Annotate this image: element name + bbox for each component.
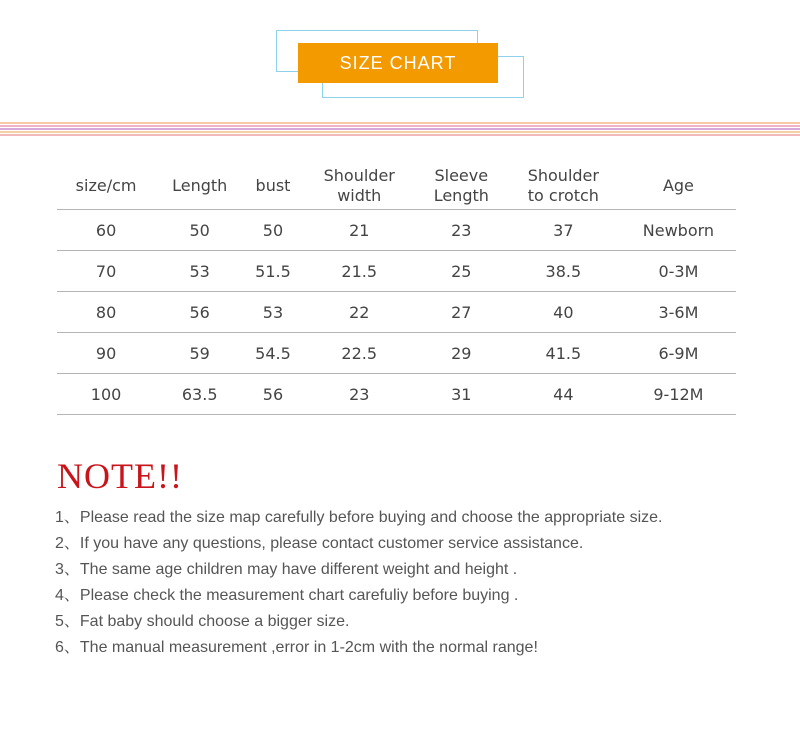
table-cell: 40 xyxy=(506,292,621,333)
table-cell: 31 xyxy=(417,374,506,415)
note-item xyxy=(55,534,775,560)
note-number: 6、 xyxy=(55,639,80,656)
size-chart-title: SIZE CHART xyxy=(298,43,498,83)
note-text: If you have any questions, please contact customer service assistance. xyxy=(79,535,584,552)
stripe-line xyxy=(0,134,800,136)
note-item xyxy=(55,560,775,586)
table-cell: Newborn xyxy=(621,210,736,251)
column-header xyxy=(417,163,506,210)
table-cell: 53 xyxy=(244,292,302,333)
table-cell: 80 xyxy=(57,292,155,333)
column-header-line: Length xyxy=(433,186,489,205)
table-row xyxy=(57,333,736,374)
table-header-row xyxy=(57,163,736,210)
stripe-line xyxy=(0,128,800,130)
table-cell: 56 xyxy=(155,292,244,333)
note-item xyxy=(55,638,775,664)
table-body xyxy=(57,210,736,415)
table-cell: 21.5 xyxy=(302,251,417,292)
note-number: 1、 xyxy=(55,509,80,526)
size-chart-title-banner xyxy=(276,30,524,98)
table-cell: 38.5 xyxy=(506,251,621,292)
note-number: 4、 xyxy=(55,587,80,604)
note-title: NOTE!! xyxy=(57,456,183,496)
column-header xyxy=(155,163,244,210)
column-header xyxy=(302,163,417,210)
size-table xyxy=(57,163,736,415)
table-cell: 56 xyxy=(244,374,302,415)
table-cell: 25 xyxy=(417,251,506,292)
table-cell: 21 xyxy=(302,210,417,251)
table-cell: 44 xyxy=(506,374,621,415)
column-header-line: Sleeve xyxy=(434,166,489,185)
table-cell: 22 xyxy=(302,292,417,333)
stripe-line xyxy=(0,125,800,127)
table-cell: 37 xyxy=(506,210,621,251)
note-item xyxy=(55,612,775,638)
column-header-line: bust xyxy=(255,176,291,195)
table-cell: 41.5 xyxy=(506,333,621,374)
table-cell: 0-3M xyxy=(621,251,736,292)
table-cell: 50 xyxy=(244,210,302,251)
note-list xyxy=(55,508,775,664)
note-text: The manual measurement ,error in 1-2cm with the normal range! xyxy=(79,639,538,656)
column-header-line: Age xyxy=(662,176,694,195)
table-row xyxy=(57,292,736,333)
table-cell: 59 xyxy=(155,333,244,374)
stripe-line xyxy=(0,131,800,133)
stripe-line xyxy=(0,122,800,124)
table-row xyxy=(57,251,736,292)
column-header xyxy=(244,163,302,210)
table-cell: 27 xyxy=(417,292,506,333)
column-header-line: Shoulder xyxy=(527,166,599,185)
table-cell: 23 xyxy=(417,210,506,251)
column-header xyxy=(57,163,155,210)
table-cell: 22.5 xyxy=(302,333,417,374)
table-cell: 50 xyxy=(155,210,244,251)
note-text: Please read the size map carefully before buying and choose the appropriate size. xyxy=(79,509,663,526)
table-cell: 54.5 xyxy=(244,333,302,374)
table-cell: 53 xyxy=(155,251,244,292)
note-item xyxy=(55,508,775,534)
note-number: 3、 xyxy=(55,561,80,578)
note-text: The same age children may have different weight and height . xyxy=(79,561,518,578)
note-item xyxy=(55,586,775,612)
column-header-line: to crotch xyxy=(527,186,599,205)
column-header-line: size/cm xyxy=(75,176,137,195)
column-header xyxy=(506,163,621,210)
table-cell: 90 xyxy=(57,333,155,374)
table-cell: 60 xyxy=(57,210,155,251)
table-cell: 29 xyxy=(417,333,506,374)
table-cell: 9-12M xyxy=(621,374,736,415)
note-text: Fat baby should choose a bigger size. xyxy=(79,613,350,630)
table-cell: 23 xyxy=(302,374,417,415)
column-header xyxy=(621,163,736,210)
table-row xyxy=(57,210,736,251)
note-text: Please check the measurement chart carefuliy before buying . xyxy=(79,587,519,604)
table-cell: 51.5 xyxy=(244,251,302,292)
table-cell: 3-6M xyxy=(621,292,736,333)
column-header-line: Shoulder xyxy=(323,166,395,185)
table-cell: 63.5 xyxy=(155,374,244,415)
table-cell: 70 xyxy=(57,251,155,292)
note-number: 2、 xyxy=(55,535,80,552)
decorative-stripes xyxy=(0,122,800,136)
column-header-line: Length xyxy=(172,176,228,195)
table-cell: 100 xyxy=(57,374,155,415)
table-row xyxy=(57,374,736,415)
column-header-line: width xyxy=(337,186,382,205)
note-number: 5、 xyxy=(55,613,80,630)
table-cell: 6-9M xyxy=(621,333,736,374)
